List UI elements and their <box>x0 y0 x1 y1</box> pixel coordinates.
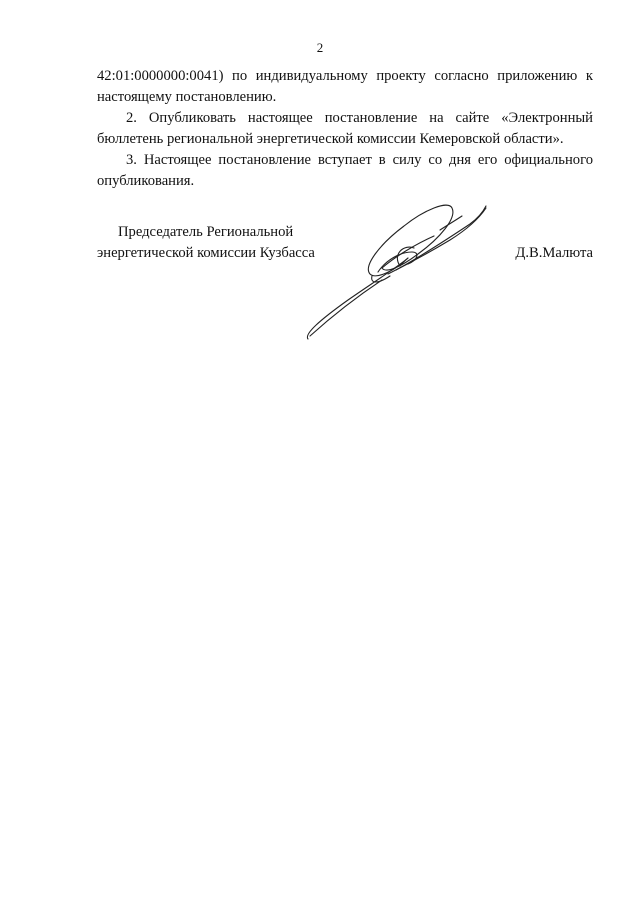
document-body <box>97 66 593 192</box>
page-number: 2 <box>316 40 324 55</box>
paragraph-item-2: 2. Опубликовать настоящее постановление на сайте «Электронный бюллетень региональной энергетической комиссии Кемеровской области». <box>97 110 593 147</box>
signatory-name: Д.В.Малюта <box>515 245 593 261</box>
signatory-title-line-1: Председатель Региональной <box>118 224 294 240</box>
handwritten-signature <box>300 196 500 346</box>
paragraph-continuation: 42:01:0000000:0041) по индивидуальному проекту согласно приложению к настоящему постановлению. <box>97 68 593 105</box>
signatory-title-line-2: энергетической комиссии Кузбасса <box>97 245 315 261</box>
paragraph-item-3: 3. Настоящее постановление вступает в силу со дня его официального опубликования. <box>97 152 593 189</box>
